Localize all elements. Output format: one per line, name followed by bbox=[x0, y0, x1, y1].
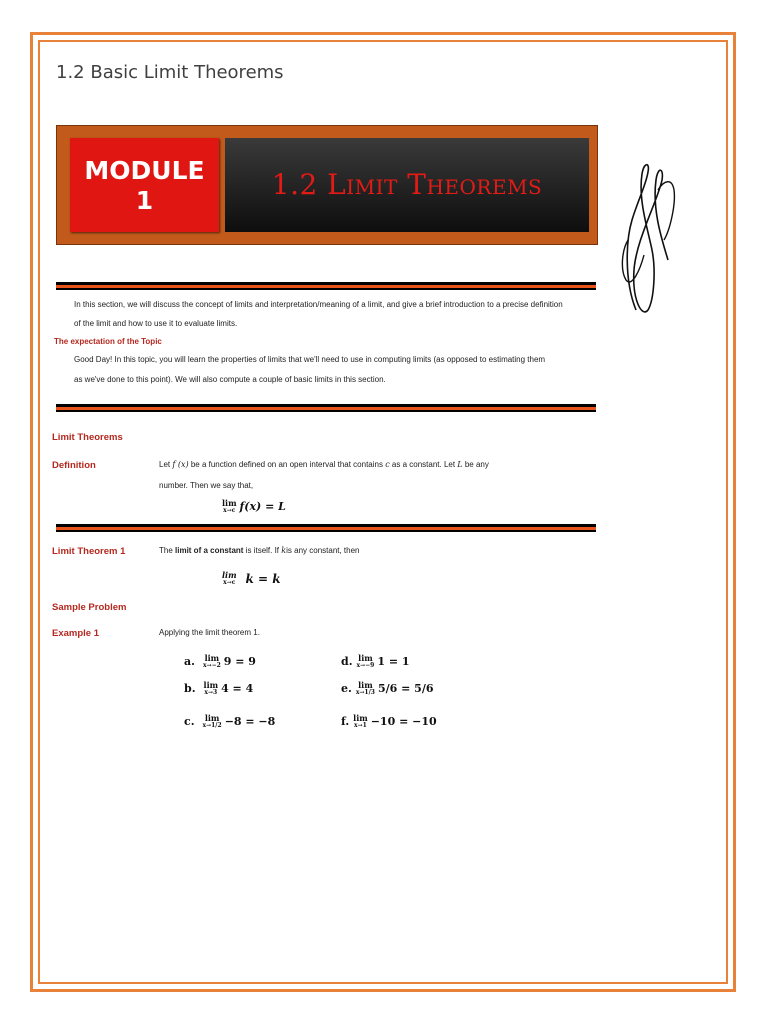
intro-line-1: In this section, we will discuss the concept of limits and interpretation/meaning of a limit, and give a brief introduction to a precise definition bbox=[74, 300, 563, 309]
intro-line-4: as we've done to this point). We will also compute a couple of basic limits in this section. bbox=[74, 375, 386, 384]
divider-rule bbox=[56, 524, 596, 532]
example-item-e: e. lim x→1/3 5/6 = 5/6 bbox=[341, 680, 434, 696]
intro-line-3: Good Day! In this topic, you will learn the properties of limits that we'll need to use in computing limits (as opposed to estimating them bbox=[74, 355, 546, 364]
example-item-c: c. lim x→1/2 −8 = −8 bbox=[184, 713, 276, 729]
page-title: 1.2 Basic Limit Theorems bbox=[56, 62, 284, 83]
limit-theorem-1-label: Limit Theorem 1 bbox=[52, 546, 126, 557]
example-item-a: a. lim x→−2 9 = 9 bbox=[184, 653, 256, 669]
example-1-intro: Applying the limit theorem 1. bbox=[159, 628, 260, 637]
example-item-d: d. lim x→−9 1 = 1 bbox=[341, 653, 410, 669]
example-1-label: Example 1 bbox=[52, 628, 99, 639]
intro-line-2: of the limit and how to use it to evaluate limits. bbox=[74, 319, 238, 328]
definition-formula: lim x→c f(x) = L bbox=[222, 498, 286, 514]
limit-theorem-1-formula: lim x→c k = k bbox=[222, 570, 281, 586]
module-badge bbox=[70, 138, 219, 232]
definition-line-2: number. Then we say that, bbox=[159, 481, 254, 490]
example-item-b: b. lim x→3 4 = 4 bbox=[184, 680, 254, 696]
module-title: 1.2 Limit Theorems bbox=[225, 138, 589, 232]
module-label: MODULE bbox=[84, 156, 205, 185]
definition-line-1: Let f (x) be a function defined on an open interval that contains c as a constant. Let L be any bbox=[159, 460, 489, 469]
limit-theorems-heading: Limit Theorems bbox=[52, 432, 123, 443]
divider-rule bbox=[56, 282, 596, 290]
expectation-heading: The expectation of the Topic bbox=[54, 337, 162, 346]
handwritten-signature bbox=[618, 160, 678, 320]
sample-problem-heading: Sample Problem bbox=[52, 602, 127, 613]
example-item-f: f. lim x→1 −10 = −10 bbox=[341, 713, 437, 729]
divider-rule bbox=[56, 404, 596, 412]
definition-label: Definition bbox=[52, 460, 96, 471]
module-number: 1 bbox=[135, 186, 154, 215]
module-banner bbox=[56, 125, 598, 245]
limit-theorem-1-text: The limit of a constant is itself. If kis any constant, then bbox=[159, 546, 360, 555]
